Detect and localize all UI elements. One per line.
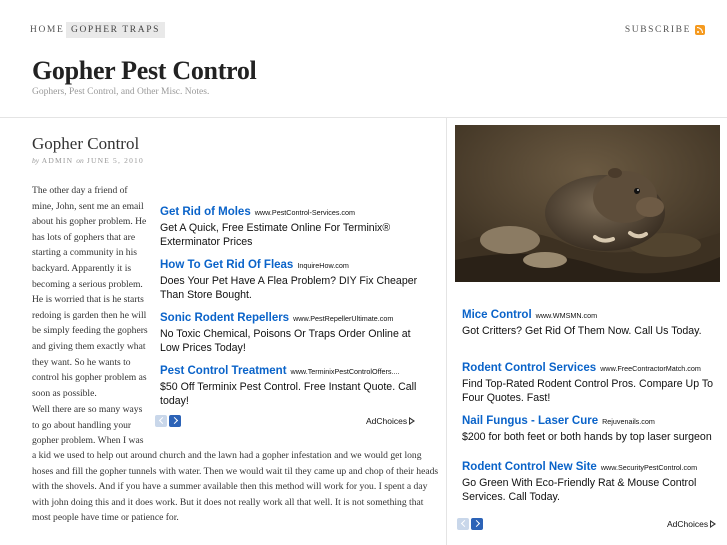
ad-head — [160, 206, 430, 218]
ad-title[interactable]: Pest Control Treatment — [160, 365, 287, 377]
meta-on: on — [76, 156, 84, 165]
top-nav — [25, 20, 705, 42]
rss-icon — [695, 25, 705, 35]
adchoices-label: AdChoices — [366, 416, 408, 426]
ad-item[interactable] — [462, 309, 722, 362]
post-paragraph-2-start: Well there are so many ways to go about handling your gopher problem. When I was — [32, 404, 144, 447]
adchoices-icon — [409, 417, 415, 425]
ad-body[interactable]: Go Green With Eco-Friendly Rat & Mouse Control Services. Call Today. — [462, 477, 697, 503]
subscribe-link[interactable] — [625, 25, 705, 35]
adchoices-label: AdChoices — [667, 519, 709, 529]
ad-item[interactable] — [462, 362, 722, 415]
site-tagline: Gophers, Pest Control, and Other Misc. Notes. — [32, 87, 210, 97]
ad-body[interactable]: $200 for both feet or both hands by top laser surgeon — [462, 431, 712, 443]
sidebar-adchoices[interactable] — [667, 519, 716, 529]
ad-head — [160, 312, 430, 324]
ad-title[interactable]: Nail Fungus - Laser Cure — [462, 415, 599, 427]
ad-title[interactable]: Rodent Control New Site — [462, 461, 597, 473]
ad-body[interactable]: $50 Off Terminix Pest Control. Free Instant Quote. Call today! — [160, 381, 417, 407]
nav-gopher-traps[interactable]: GOPHER TRAPS — [66, 22, 165, 38]
ad-head — [462, 362, 722, 374]
post-author[interactable]: ADMIN — [41, 156, 74, 165]
inline-adchoices[interactable] — [366, 416, 415, 426]
ad-title[interactable]: How To Get Rid Of Fleas — [160, 259, 294, 271]
ad-url[interactable]: www.PestRepellerUltimate.com — [293, 314, 394, 323]
gopher-photo-illustration — [455, 125, 720, 282]
post-meta — [32, 156, 144, 165]
inline-ad-unit — [160, 206, 430, 418]
chevron-left-icon[interactable] — [155, 415, 167, 427]
ad-url[interactable]: www.PestControl-Services.com — [254, 208, 355, 217]
ad-body[interactable]: Does Your Pet Have A Flea Problem? DIY Fix Cheaper Than Store Bought. — [160, 275, 418, 301]
ad-body[interactable]: Find Top-Rated Rodent Control Pros. Compare Up To Four Quotes. Fast! — [462, 378, 714, 404]
ad-body[interactable]: Got Critters? Get Rid Of Them Now. Call Us Today. — [462, 325, 702, 337]
ad-body[interactable]: No Toxic Chemical, Poisons Or Traps Order Online at Low Prices Today! — [160, 328, 411, 354]
ad-title[interactable]: Get Rid of Moles — [160, 206, 251, 218]
ad-url[interactable]: InquireHow.com — [297, 261, 349, 270]
ad-item[interactable] — [462, 415, 722, 453]
ad-url[interactable]: www.SecurityPestControl.com — [600, 463, 698, 472]
header-divider — [0, 117, 727, 118]
post-title[interactable]: Gopher Control — [32, 134, 140, 153]
ad-body[interactable]: Get A Quick, Free Estimate Online For Terminix® Exterminator Prices — [160, 222, 391, 248]
post-paragraph-1: The other day a friend of mine, John, sent me an email about his gopher problem. He has lots of gophers that are starting a community in his backyard. Apparently it is becoming a serious problem. He is worried that is he starts redoing is garden then he will be simply feeding the gophers and giving them exactly what they want. So he wants to control his gopher problem as soon as possible. — [32, 185, 148, 399]
ad-url[interactable]: www.WMSMN.com — [535, 311, 598, 320]
chevron-right-icon[interactable] — [471, 518, 483, 530]
sidebar-ad-nav — [457, 518, 483, 530]
post-date: JUNE 5, 2010 — [86, 156, 144, 165]
ad-item[interactable] — [160, 259, 430, 312]
chevron-left-icon[interactable] — [457, 518, 469, 530]
ad-item[interactable] — [160, 312, 430, 365]
post-paragraph-2-continued: a kid we used to help out around church and the lawn had a gopher infestation and we would get long hoses and fill the gopher tunnels with water. Then we would wait til they came up and chop of their heads with the shovels. And if you have a summer available then this method will work for you. I spent a day with john doing this and it does work. But it does not really work all that well. It is not something that most people have time or patience for. — [32, 450, 439, 524]
ad-head — [462, 415, 722, 427]
ad-head — [160, 259, 430, 271]
ad-url[interactable]: Rejuvenails.com — [602, 417, 655, 426]
ad-item[interactable] — [160, 206, 430, 259]
gopher-photo — [455, 125, 720, 282]
nav-home[interactable]: HOME — [30, 25, 65, 35]
ad-head — [462, 309, 722, 321]
ad-title[interactable]: Rodent Control Services — [462, 362, 597, 374]
sidebar-ad-unit — [462, 309, 722, 514]
ad-title[interactable]: Mice Control — [462, 309, 532, 321]
subscribe-label: SUBSCRIBE — [624, 25, 691, 35]
ad-head — [160, 365, 430, 377]
ad-head — [462, 461, 722, 473]
site-title[interactable]: Gopher Pest Control — [32, 56, 257, 85]
meta-by: by — [32, 156, 40, 165]
inline-ad-nav — [155, 415, 181, 427]
adchoices-icon — [710, 520, 716, 528]
column-divider — [446, 117, 447, 545]
ad-url[interactable]: www.FreeContractorMatch.com — [600, 364, 701, 373]
ad-item[interactable] — [462, 461, 722, 514]
ad-item[interactable] — [160, 365, 430, 418]
ad-title[interactable]: Sonic Rodent Repellers — [160, 312, 290, 324]
chevron-right-icon[interactable] — [169, 415, 181, 427]
ad-url[interactable]: www.TerminixPestControlOffers.... — [290, 367, 400, 376]
